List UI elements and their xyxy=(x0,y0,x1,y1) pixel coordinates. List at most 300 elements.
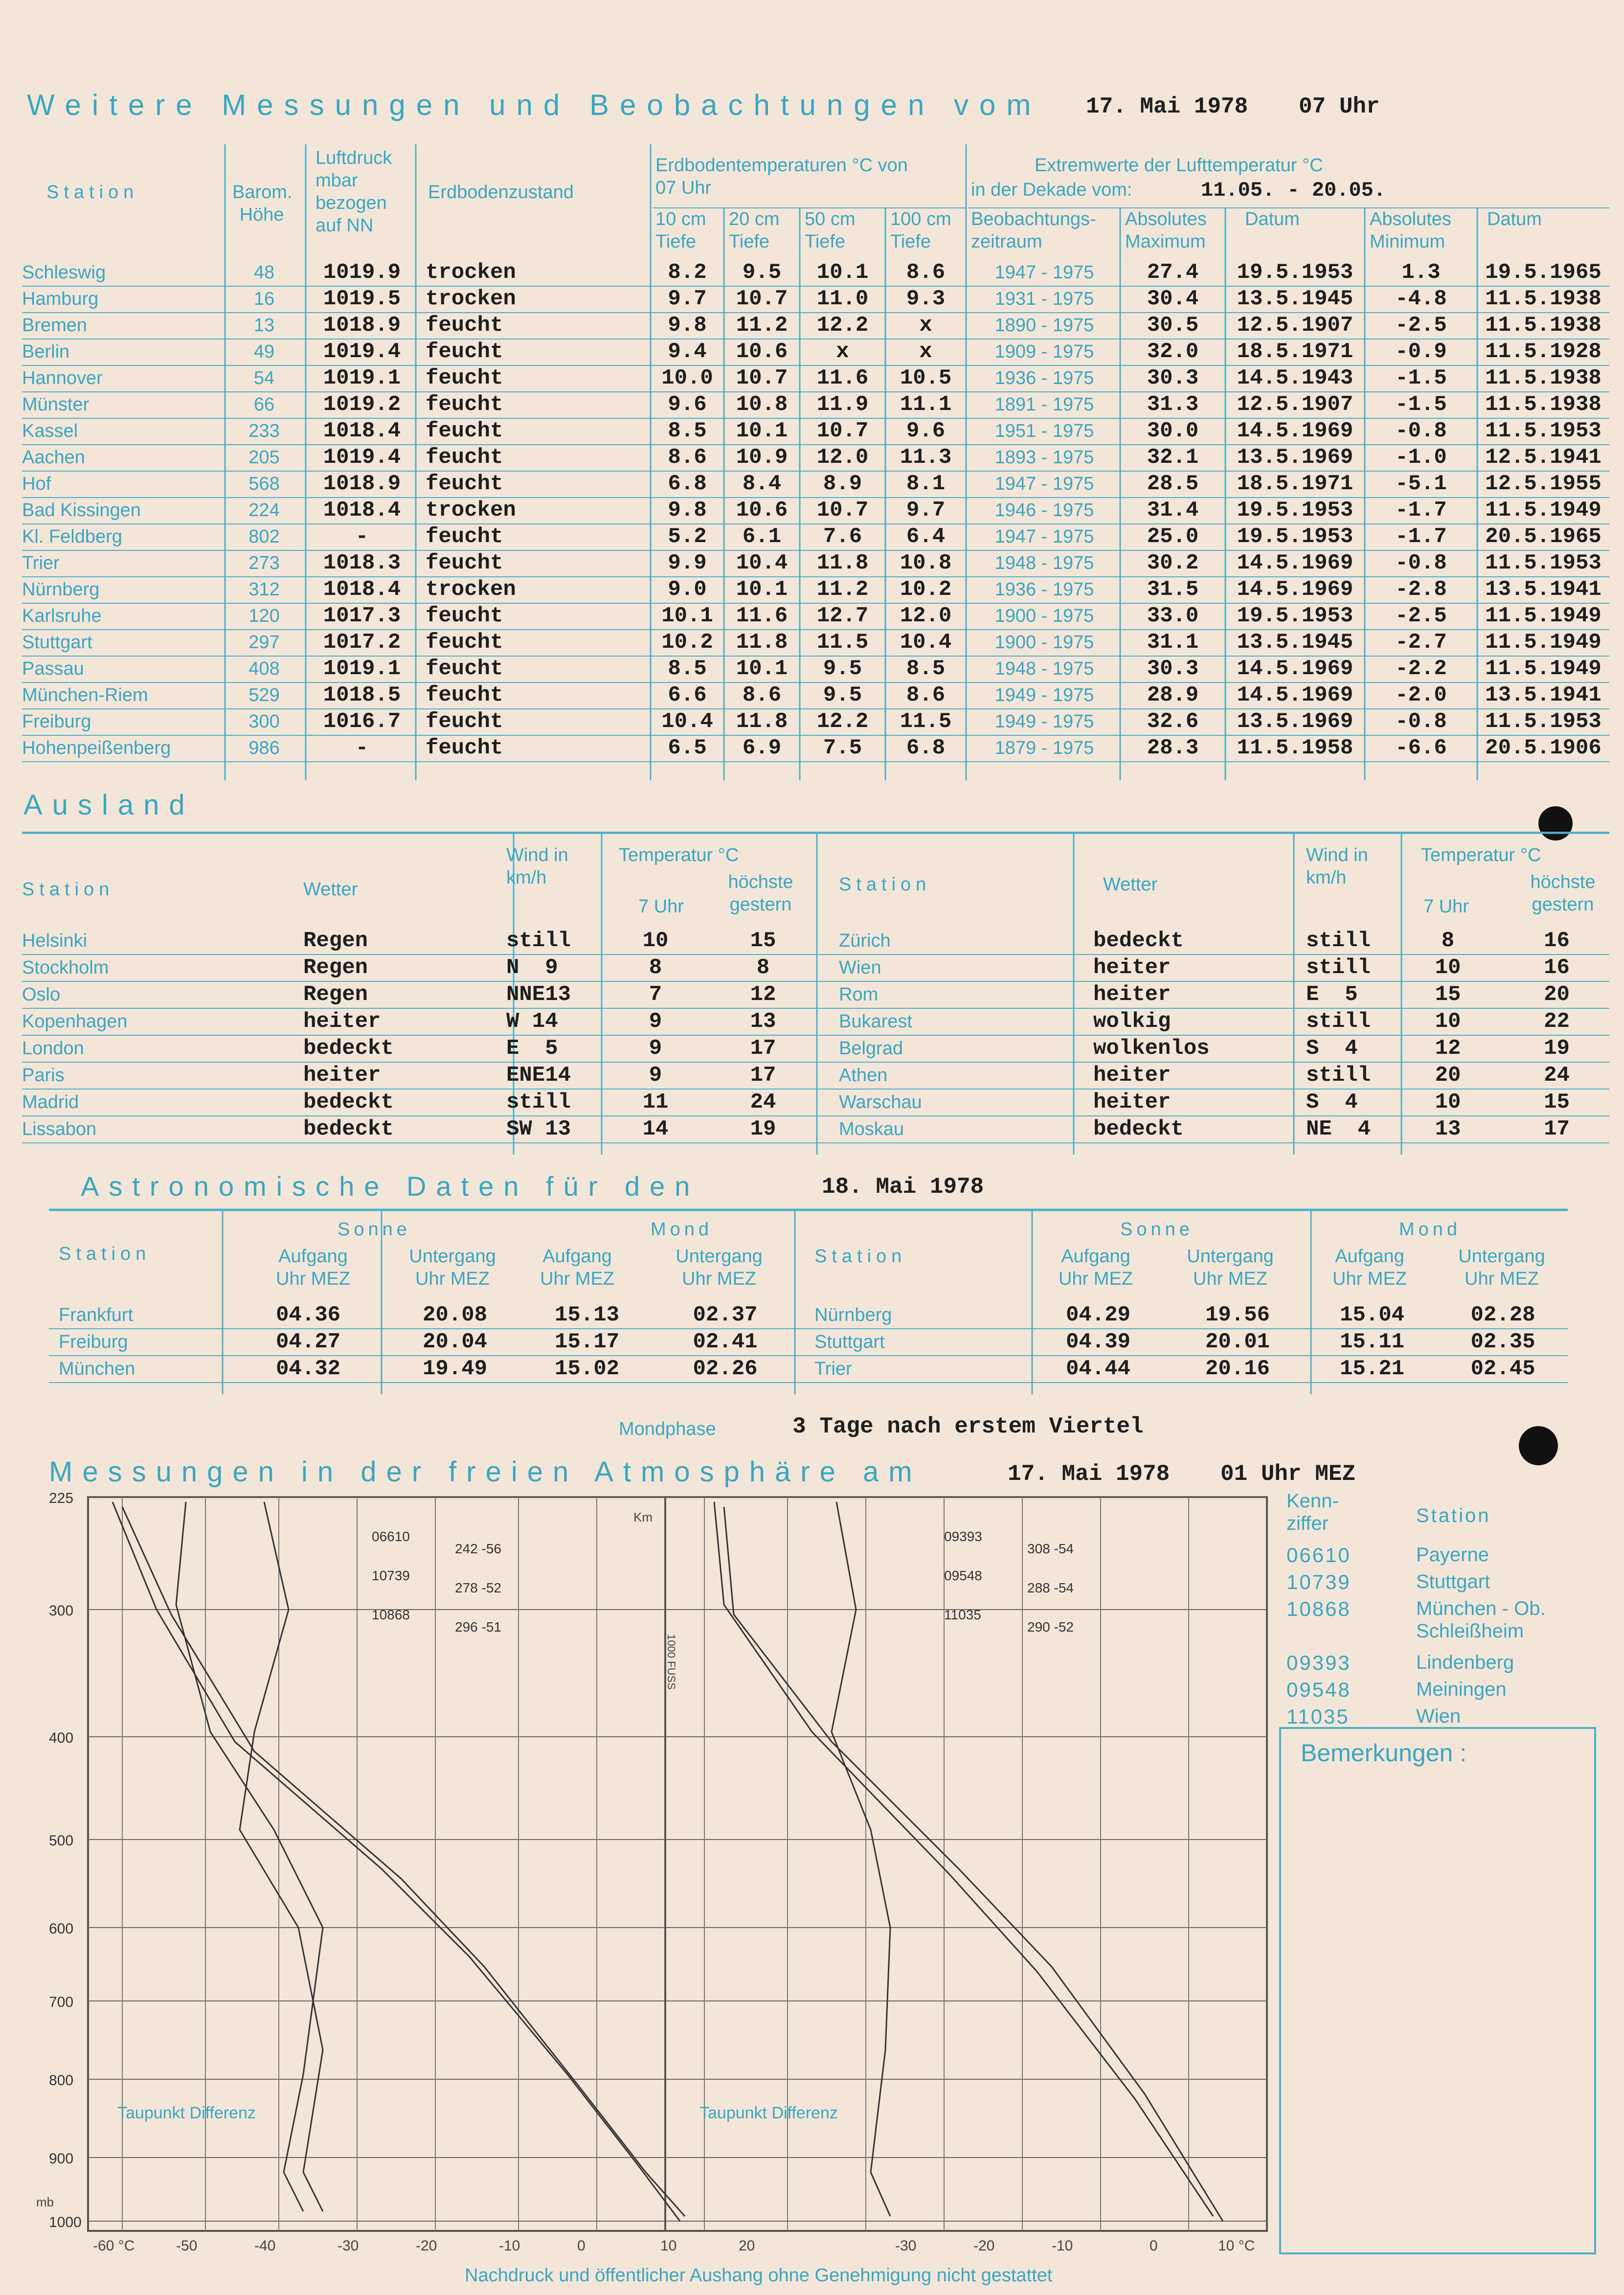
table-cell: -2.2 xyxy=(1395,657,1447,681)
table-cell: 1890 - 1975 xyxy=(994,315,1094,336)
temp-axis-label: 0 xyxy=(577,2238,586,2254)
table-cell: 9.7 xyxy=(906,498,946,523)
table-cell: 9.9 xyxy=(668,551,707,575)
page-time: 07 Uhr xyxy=(1299,94,1380,119)
col-datum2: Datum xyxy=(1487,209,1542,229)
astro-title: Astronomische Daten für den xyxy=(81,1171,700,1202)
table-cell: 10 xyxy=(642,929,669,953)
table-cell: 300 xyxy=(248,711,280,732)
table-cell: 568 xyxy=(248,474,280,494)
table-cell: 32.0 xyxy=(1147,340,1199,364)
table-cell: 15.04 xyxy=(1339,1303,1405,1327)
table-cell: 9.0 xyxy=(668,577,707,602)
table-cell: 11.5.1949 xyxy=(1485,498,1601,523)
table-cell: Regen xyxy=(303,982,368,1007)
col-zeitraum: Beobachtungs-zeitraum xyxy=(971,209,1096,252)
table-cell: Helsinki xyxy=(22,931,88,951)
table-cell: 8.9 xyxy=(823,472,862,496)
table-cell: feucht xyxy=(426,630,503,655)
table-cell: x xyxy=(919,313,932,338)
table-cell: -0.8 xyxy=(1395,551,1447,575)
station-name: München - Ob. Schleißheim xyxy=(1416,1598,1546,1642)
table-cell: 8.6 xyxy=(906,683,946,707)
station-code: 10868 xyxy=(1286,1597,1351,1620)
table-cell: 10.7 xyxy=(736,366,788,390)
col-10cm: 10 cm Tiefe xyxy=(655,209,706,252)
table-cell: trocken xyxy=(426,577,516,602)
table-cell: 1949 - 1975 xyxy=(994,711,1094,732)
table-cell: -1.7 xyxy=(1395,524,1447,549)
table-cell: 10.8 xyxy=(900,551,952,575)
table-cell: 04.44 xyxy=(1065,1357,1131,1381)
table-cell: 7.6 xyxy=(823,524,862,549)
table-cell: Madrid xyxy=(22,1092,79,1113)
table-cell: 1931 - 1975 xyxy=(994,289,1094,309)
col-absmax: Absolutes Maximum xyxy=(1125,209,1207,252)
ausland-col-wind-l: Wind in km/h xyxy=(506,845,568,888)
table-cell: 10 xyxy=(1435,955,1461,980)
taupunkt-label-r: Taupunkt Differenz xyxy=(699,2104,838,2122)
table-cell: bedeckt xyxy=(1093,929,1184,953)
table-cell: 30.0 xyxy=(1147,419,1199,443)
table-cell: 04.39 xyxy=(1065,1330,1131,1354)
table-row xyxy=(22,927,1609,955)
table-cell: 20.08 xyxy=(422,1303,488,1327)
table-cell: 11.5 xyxy=(816,630,869,655)
station-code: 06610 xyxy=(1286,1544,1351,1567)
table-cell: 1018.4 xyxy=(323,498,401,523)
table-cell: 9.7 xyxy=(668,287,707,311)
table-cell: feucht xyxy=(426,445,503,470)
table-cell: Kopenhagen xyxy=(22,1011,128,1032)
table-cell: 10.6 xyxy=(736,340,788,364)
table-cell: feucht xyxy=(426,524,503,549)
table-cell: Freiburg xyxy=(22,711,91,732)
table-cell: Münster xyxy=(22,394,90,415)
page-title: Weitere Messungen und Beobachtungen vom xyxy=(27,89,1042,121)
ausland-col-station-r: Station xyxy=(839,874,931,895)
table-row xyxy=(49,1355,1568,1383)
table-cell: 15.17 xyxy=(554,1330,620,1354)
table-cell: heiter xyxy=(1093,1063,1171,1088)
table-cell: 20 xyxy=(1435,1063,1461,1088)
astro-sonne-l: Sonne xyxy=(338,1219,411,1240)
astro-untergang-mond-r: Untergang Uhr MEZ xyxy=(1458,1246,1545,1289)
table-row xyxy=(22,603,1609,630)
table-cell: feucht xyxy=(426,340,503,364)
table-row xyxy=(22,312,1609,340)
atmo-date: 17. Mai 1978 xyxy=(1008,1461,1170,1487)
table-cell: 1019.9 xyxy=(323,260,401,285)
station-name: Wien xyxy=(1416,1705,1461,1727)
col-extrem-title: Extremwerte der Lufttemperatur °C xyxy=(1035,155,1323,176)
table-cell: 27.4 xyxy=(1147,260,1199,285)
sounding-station-code: 10868 xyxy=(372,1607,410,1622)
pressure-label: 900 xyxy=(49,2151,74,2167)
ausland-col-7uhr-l: 7 Uhr xyxy=(638,896,684,917)
table-cell: 11.5 xyxy=(900,709,952,734)
table-cell: 30.2 xyxy=(1147,551,1199,575)
table-cell: Oslo xyxy=(22,984,61,1005)
table-cell: S 4 xyxy=(1306,1036,1358,1061)
table-cell: Karlsruhe xyxy=(22,606,102,626)
table-cell: 6.8 xyxy=(668,472,707,496)
temp-axis-label: -10 xyxy=(1052,2238,1073,2254)
table-cell: - xyxy=(355,736,369,760)
table-cell: 24 xyxy=(1544,1063,1570,1088)
table-cell: 30.4 xyxy=(1147,287,1199,311)
table-cell: 20.5.1906 xyxy=(1485,736,1601,760)
table-cell: still xyxy=(1306,1063,1371,1088)
table-cell: W 14 xyxy=(506,1009,558,1034)
table-cell: 48 xyxy=(253,262,275,283)
table-cell: feucht xyxy=(426,313,503,338)
table-cell: 5.2 xyxy=(668,524,707,549)
table-cell: 12.2 xyxy=(816,313,869,338)
table-cell: Schleswig xyxy=(22,262,106,283)
table-cell: 1017.2 xyxy=(323,630,401,655)
temp-axis-label: 10 °C xyxy=(1218,2238,1255,2254)
col-dekade: in der Dekade vom: xyxy=(971,180,1132,200)
table-row xyxy=(22,259,1609,287)
table-cell: heiter xyxy=(303,1009,381,1034)
table-cell: 11.5.1928 xyxy=(1485,340,1601,364)
table-cell: -1.0 xyxy=(1395,445,1447,470)
astro-untergang-sonne-r: Untergang Uhr MEZ xyxy=(1187,1246,1274,1289)
table-cell: 8.1 xyxy=(906,472,946,496)
dekade-range: 11.05. - 20.05. xyxy=(1201,179,1386,202)
table-cell: NE 4 xyxy=(1306,1117,1371,1141)
pressure-label: 700 xyxy=(49,1994,74,2010)
table-cell: 11.2 xyxy=(736,313,788,338)
table-cell: 13.5.1941 xyxy=(1485,577,1601,602)
table-cell: 1893 - 1975 xyxy=(994,447,1094,468)
table-cell: 10.1 xyxy=(736,419,788,443)
table-cell: 04.32 xyxy=(275,1357,341,1381)
table-cell: ENE14 xyxy=(506,1063,571,1088)
table-cell: 66 xyxy=(253,394,275,415)
table-cell: 18.5.1971 xyxy=(1237,340,1353,364)
table-cell: feucht xyxy=(426,551,503,575)
table-cell: Regen xyxy=(303,955,368,980)
table-cell: 1948 - 1975 xyxy=(994,659,1094,679)
table-cell: 11.5.1958 xyxy=(1237,736,1353,760)
station-code: 11035 xyxy=(1286,1705,1350,1728)
table-cell: 9 xyxy=(649,1009,662,1034)
pressure-label: 300 xyxy=(49,1603,74,1619)
atmo-time: 01 Uhr MEZ xyxy=(1220,1461,1356,1487)
table-cell: Rom xyxy=(839,984,879,1005)
astro-aufgang-mond-l: Aufgang Uhr MEZ xyxy=(540,1246,614,1289)
table-cell: 12.2 xyxy=(816,709,869,734)
table-cell: Nürnberg xyxy=(814,1305,892,1325)
table-cell: 1019.4 xyxy=(323,445,401,470)
table-cell: 20.04 xyxy=(422,1330,488,1354)
table-cell: Zürich xyxy=(839,931,891,951)
table-cell: 16 xyxy=(253,289,275,309)
table-cell: 11.5.1953 xyxy=(1485,419,1601,443)
astro-untergang-sonne-l: Untergang Uhr MEZ xyxy=(409,1246,496,1289)
table-cell: 11.5.1949 xyxy=(1485,604,1601,628)
station-name: Meiningen xyxy=(1416,1679,1507,1700)
table-cell: 1936 - 1975 xyxy=(994,368,1094,388)
table-row xyxy=(22,1089,1609,1116)
table-cell: 17 xyxy=(750,1063,776,1088)
table-cell: -4.8 xyxy=(1395,287,1447,311)
table-cell: 408 xyxy=(248,659,280,679)
table-cell: 11.8 xyxy=(736,709,788,734)
table-cell: feucht xyxy=(426,392,503,417)
table-cell: -2.0 xyxy=(1395,683,1447,707)
col-station: Station xyxy=(46,182,139,203)
ausland-col-wetter-r: Wetter xyxy=(1103,874,1158,895)
table-cell: -6.6 xyxy=(1395,736,1447,760)
table-cell: 10.7 xyxy=(736,287,788,311)
table-cell: 31.3 xyxy=(1147,392,1199,417)
table-cell: Kl. Feldberg xyxy=(22,526,122,547)
table-cell: 1019.1 xyxy=(323,657,401,681)
station-code: 09393 xyxy=(1286,1651,1351,1674)
table-cell: 1018.9 xyxy=(323,313,401,338)
table-row xyxy=(22,391,1609,419)
table-cell: 9 xyxy=(649,1036,662,1061)
table-cell: 1019.4 xyxy=(323,340,401,364)
table-cell: 9.6 xyxy=(906,419,946,443)
table-cell: 12.5.1955 xyxy=(1485,472,1601,496)
bemerkungen-box[interactable] xyxy=(1279,1727,1596,2254)
pressure-label: 600 xyxy=(49,1921,74,1937)
ausland-col-hoechste-l: höchste gestern xyxy=(728,872,793,915)
km-label: Km xyxy=(633,1510,653,1524)
col-kennziffer: Kenn-ziffer xyxy=(1286,1490,1339,1534)
table-cell: 33.0 xyxy=(1147,604,1199,628)
table-cell: 1018.3 xyxy=(323,551,401,575)
table-cell: trocken xyxy=(426,260,516,285)
table-cell: 18.5.1971 xyxy=(1237,472,1353,496)
temp-axis-label: 20 xyxy=(739,2238,755,2254)
table-cell: 31.1 xyxy=(1147,630,1199,655)
table-row xyxy=(49,1328,1568,1356)
ausland-col-station-l: Station xyxy=(22,879,114,900)
astro-aufgang-sonne-l: Aufgang Uhr MEZ xyxy=(276,1246,350,1289)
table-cell: 12.5.1907 xyxy=(1237,392,1353,417)
table-cell: 19.49 xyxy=(422,1357,488,1381)
table-cell: Stockholm xyxy=(22,957,109,978)
table-cell: Wien xyxy=(839,957,881,978)
table-cell: 19.5.1953 xyxy=(1237,498,1353,523)
table-cell: 13.5.1969 xyxy=(1237,709,1353,734)
astro-mond-r: Mond xyxy=(1399,1219,1462,1240)
table-cell: 28.3 xyxy=(1147,736,1199,760)
table-row xyxy=(22,1008,1609,1036)
table-cell: 15.21 xyxy=(1339,1357,1405,1381)
astro-sonne-r: Sonne xyxy=(1120,1219,1194,1240)
col-absmin: Absolutes Minimum xyxy=(1370,209,1451,252)
table-row xyxy=(49,1301,1568,1329)
table-cell: 20.5.1965 xyxy=(1485,524,1601,549)
table-cell: feucht xyxy=(426,709,503,734)
table-cell: 30.5 xyxy=(1147,313,1199,338)
table-cell: 02.28 xyxy=(1470,1303,1535,1327)
table-cell: Freiburg xyxy=(59,1332,128,1352)
tropopause-value: 278 -52 xyxy=(455,1580,501,1595)
table-row xyxy=(22,550,1609,577)
table-cell: bedeckt xyxy=(303,1117,394,1141)
table-cell: N 9 xyxy=(506,955,558,980)
table-row xyxy=(22,735,1609,762)
table-cell: 11.5.1949 xyxy=(1485,630,1601,655)
col-atmo-station: Station xyxy=(1416,1505,1491,1526)
table-cell: 11 xyxy=(642,1090,669,1114)
table-cell: -5.1 xyxy=(1395,472,1447,496)
table-cell: 312 xyxy=(248,579,280,600)
col-erdboden-title: Erdbodentemperaturen °C von 07 Uhr xyxy=(655,155,908,198)
table-cell: 8 xyxy=(1441,929,1455,953)
table-cell: feucht xyxy=(426,472,503,496)
mondphase-value: 3 Tage nach erstem Viertel xyxy=(792,1414,1144,1439)
table-cell: bedeckt xyxy=(303,1036,394,1061)
table-row xyxy=(22,576,1609,604)
table-cell: 30.3 xyxy=(1147,657,1199,681)
table-cell: heiter xyxy=(1093,982,1171,1007)
table-cell: 19.56 xyxy=(1205,1303,1270,1327)
temp-axis-label: -60 °C xyxy=(93,2238,135,2254)
table-cell: 9.3 xyxy=(906,287,946,311)
table-cell: 8 xyxy=(649,955,662,980)
table-cell: 04.27 xyxy=(275,1330,341,1354)
sounding-station-code: 11035 xyxy=(944,1607,981,1622)
table-cell: Warschau xyxy=(839,1092,922,1113)
table-cell: bedeckt xyxy=(1093,1117,1184,1141)
table-cell: 233 xyxy=(248,421,280,441)
table-cell: 19.5.1953 xyxy=(1237,260,1353,285)
table-cell: Passau xyxy=(22,659,84,679)
table-cell: x xyxy=(836,340,849,364)
table-cell: 8.4 xyxy=(742,472,782,496)
table-cell: -2.8 xyxy=(1395,577,1447,602)
table-cell: 6.9 xyxy=(742,736,782,760)
table-cell: 11.2 xyxy=(816,577,869,602)
table-cell: 6.1 xyxy=(742,524,782,549)
table-cell: Bukarest xyxy=(839,1011,912,1032)
table-row xyxy=(22,708,1609,736)
table-cell: 13.5.1941 xyxy=(1485,683,1601,707)
table-row xyxy=(22,656,1609,683)
table-cell: 1947 - 1975 xyxy=(994,474,1094,494)
table-cell: 25.0 xyxy=(1147,524,1199,549)
table-cell: 9.5 xyxy=(823,657,862,681)
table-cell: 12.7 xyxy=(816,604,869,628)
station-name: Stuttgart xyxy=(1416,1571,1490,1592)
table-row xyxy=(22,629,1609,657)
table-cell: Lissabon xyxy=(22,1119,97,1139)
table-cell: 31.5 xyxy=(1147,577,1199,602)
table-cell: 1900 - 1975 xyxy=(994,632,1094,653)
pressure-label: 225 xyxy=(49,1490,74,1506)
table-cell: x xyxy=(919,340,932,364)
ausland-col-wetter-l: Wetter xyxy=(303,879,358,900)
table-cell: 15.02 xyxy=(554,1357,620,1381)
table-cell: Stuttgart xyxy=(22,632,92,653)
table-cell: Stuttgart xyxy=(814,1332,885,1352)
table-cell: 14.5.1969 xyxy=(1237,551,1353,575)
table-cell: 10.7 xyxy=(816,419,869,443)
table-cell: 20.16 xyxy=(1205,1357,1270,1381)
sounding-station-code: 06610 xyxy=(372,1529,410,1544)
table-cell: 10.4 xyxy=(661,709,713,734)
table-cell: 1900 - 1975 xyxy=(994,606,1094,626)
table-cell: 17 xyxy=(750,1036,776,1061)
table-cell: feucht xyxy=(426,604,503,628)
table-cell: SW 13 xyxy=(506,1117,571,1141)
table-cell: 11.5.1938 xyxy=(1485,366,1601,390)
table-cell: 14.5.1969 xyxy=(1237,419,1353,443)
table-cell: 14.5.1943 xyxy=(1237,366,1353,390)
aerological-diagram xyxy=(29,1487,1282,2260)
table-cell: Hannover xyxy=(22,368,103,388)
table-cell: München-Riem xyxy=(22,685,148,705)
table-cell: 10.5 xyxy=(900,366,952,390)
table-cell: 11.5.1938 xyxy=(1485,392,1601,417)
table-cell: 49 xyxy=(253,341,275,362)
table-cell: 15 xyxy=(1435,982,1461,1007)
table-cell: -2.5 xyxy=(1395,313,1447,338)
domestic-table xyxy=(22,144,1609,780)
tropopause-value: 290 -52 xyxy=(1027,1619,1074,1635)
table-cell: 9.5 xyxy=(823,683,862,707)
table-cell: -1.5 xyxy=(1395,392,1447,417)
table-cell: Regen xyxy=(303,929,368,953)
table-cell: 32.6 xyxy=(1147,709,1199,734)
temp-axis-label: -40 xyxy=(254,2238,276,2254)
table-row xyxy=(22,471,1609,498)
table-cell: 6.6 xyxy=(668,683,707,707)
astro-untergang-mond-l: Untergang Uhr MEZ xyxy=(676,1246,763,1289)
table-cell: still xyxy=(506,929,571,953)
punch-hole-2 xyxy=(1519,1426,1558,1465)
table-cell: 1936 - 1975 xyxy=(994,579,1094,600)
table-cell: 13.5.1945 xyxy=(1237,287,1353,311)
table-cell: 13.5.1945 xyxy=(1237,630,1353,655)
table-cell: still xyxy=(506,1090,571,1114)
table-cell: 04.29 xyxy=(1065,1303,1131,1327)
table-cell: wolkig xyxy=(1093,1009,1171,1034)
table-cell: Athen xyxy=(839,1065,888,1086)
table-cell: 22 xyxy=(1544,1009,1570,1034)
mb-label: mb xyxy=(36,2195,54,2209)
table-cell: 10.0 xyxy=(661,366,713,390)
table-cell: NNE13 xyxy=(506,982,571,1007)
table-cell: still xyxy=(1306,1009,1371,1034)
table-cell: 13 xyxy=(1435,1117,1461,1141)
table-cell: 224 xyxy=(248,500,280,521)
temp-axis-label: -30 xyxy=(895,2238,917,2254)
table-cell: 1019.1 xyxy=(323,366,401,390)
astro-date: 18. Mai 1978 xyxy=(822,1174,984,1200)
table-cell: -0.8 xyxy=(1395,419,1447,443)
table-cell: 10.6 xyxy=(736,498,788,523)
table-cell: Paris xyxy=(22,1065,65,1086)
table-cell: Nürnberg xyxy=(22,579,100,600)
sounding-station-code: 09548 xyxy=(944,1568,982,1583)
table-cell: Frankfurt xyxy=(59,1305,134,1325)
table-cell: 24 xyxy=(750,1090,776,1114)
table-cell: still xyxy=(1306,955,1371,980)
table-cell: 10.9 xyxy=(736,445,788,470)
table-cell: 10.4 xyxy=(900,630,952,655)
table-cell: 6.4 xyxy=(906,524,946,549)
table-cell: 1946 - 1975 xyxy=(994,500,1094,521)
